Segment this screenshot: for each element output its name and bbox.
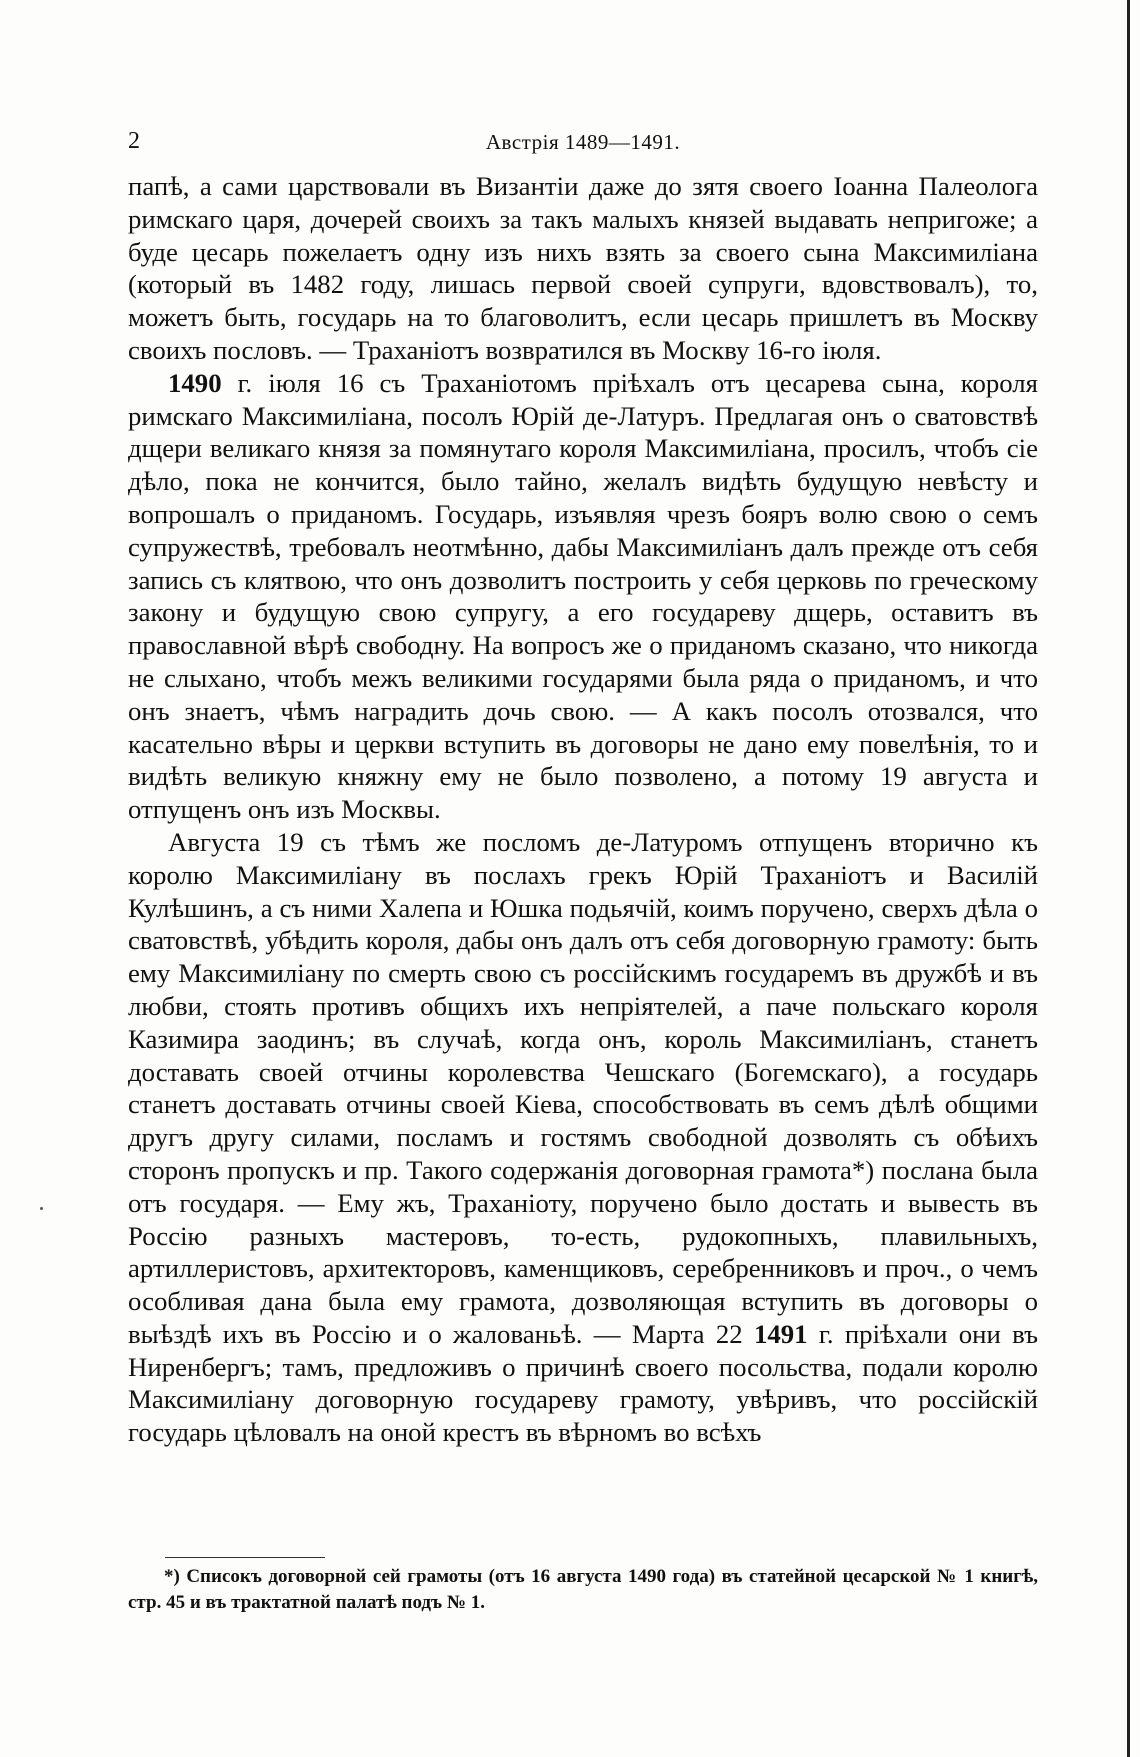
- footnote: *) Списокъ договорной сей грамоты (отъ 16 августа 1490 года) въ статейной цесарской № 1 книгѣ, стр. 45 и въ трактатной палатѣ подъ № 1.: [128, 1566, 1038, 1613]
- main-text: [128, 170, 1038, 1449]
- paragraph-2: [128, 367, 1038, 826]
- paragraph-3-text-a: Августа 19 съ тѣмъ же посломъ де-Латуромъ отпущенъ вторично къ королю Максимиліану въ послахъ грекъ Юрій Траханіотъ и Василій Кулѣшинъ, а съ ними Халепа и Юшка подьячій, коимъ поручено, сверхъ дѣла о сватовствѣ, убѣдить короля, дабы онъ далъ отъ себя договорную грамоту: быть ему Максимиліану по смерть свою съ россійскимъ государемъ въ дружбѣ и въ любви, стоять противъ общихъ ихъ непріятелей, а паче польскаго короля Казимира заодинъ; въ случаѣ, когда онъ, король Максимиліанъ, станетъ доставать своей отчины королевства Чешскаго (Богемскаго), а государь станетъ доставать отчины своей Кіева, способствовать въ семъ дѣлѣ общими другъ другу силами, посламъ и гостямъ свободной дозволять съ обѣихъ сторонъ пропускъ и пр. Такого содержанія договорная грамота*) послана была отъ государя. — Ему жъ, Траханіоту, поручено было достать и вывесть въ Россію разныхъ мастеровъ, то-есть, рудокопныхъ, плавильныхъ, артиллеристовъ, архитекторовъ, каменщиковъ, серебренниковъ и проч., о чемъ особливая дана была ему грамота, дозволяющая вступить въ договоры о выѣздѣ ихъ въ Россію и о жалованьѣ. — Марта 22: [128, 826, 1038, 1349]
- paragraph-2-text: г. іюля 16 съ Траханіотомъ пріѣхалъ отъ цесарева сына, короля римскаго Максимиліана, посолъ Юрій де-Латуръ. Предлагая онъ о сватовствѣ дщери великаго князя за помянутаго короля Максимиліана, просилъ, чтобъ сіе дѣло, пока не кончится, было тайно, желалъ видѣть будущую невѣсту и вопрошалъ о приданомъ. Государь, изъявляя чрезъ бояръ волю свою о семъ супружествѣ, требовалъ неотмѣнно, дабы Максимиліанъ далъ прежде отъ себя запись съ клятвою, что онъ дозволитъ построить у себя церковь по греческому закону и будущую свою супругу, а его государеву дщерь, оставитъ въ православной вѣрѣ свободну. На вопросъ же о приданомъ сказано, что никогда не слыхано, чтобъ межъ великими государями была ряда о приданомъ, и что онъ знаетъ, чѣмъ наградить дочь свою. — А какъ посолъ отозвался, что касательно вѣры и церкви вступить въ договоры не дано ему повелѣнія, то и видѣть великую княжну ему не было позволено, а потому 19 августа и отпущенъ онъ изъ Москвы.: [128, 367, 1038, 825]
- footnote-rule: [165, 1557, 325, 1558]
- margin-dot: [40, 1207, 43, 1210]
- year-1491: 1491: [753, 1318, 808, 1349]
- page-header: [128, 128, 1038, 158]
- paragraph-3: [128, 826, 1038, 1449]
- running-title: Австрія 1489—1491.: [485, 130, 681, 154]
- paragraph-3-text-b: г. пріѣхали они въ Ниренбергъ; тамъ, предложивъ о причинѣ своего посольства, подали королю Максимиліану договорную государеву грамоту, увѣривъ, что россійскій государь цѣловалъ на оной крестъ въ вѣрномъ во всѣхъ: [128, 1318, 1038, 1448]
- paragraph-1: папѣ, а сами царствовали въ Византіи даже до зятя своего Іоанна Палеолога римскаго царя, дочерей своихъ за такъ малыхъ князей выдавать непригоже; а буде цесарь пожелаетъ одну изъ нихъ взять за своего сына Максимиліана (который въ 1482 году, лишась первой своей супруги, вдовствовалъ), то, можетъ быть, государь на то благоволитъ, если цесарь пришлетъ въ Москву своихъ пословъ. — Траханіотъ возвратился въ Москву 16-го іюля.: [128, 171, 1038, 365]
- page-number: 2: [128, 128, 140, 154]
- page-edge-line: [1127, 0, 1130, 1757]
- year-1490: 1490: [168, 367, 222, 398]
